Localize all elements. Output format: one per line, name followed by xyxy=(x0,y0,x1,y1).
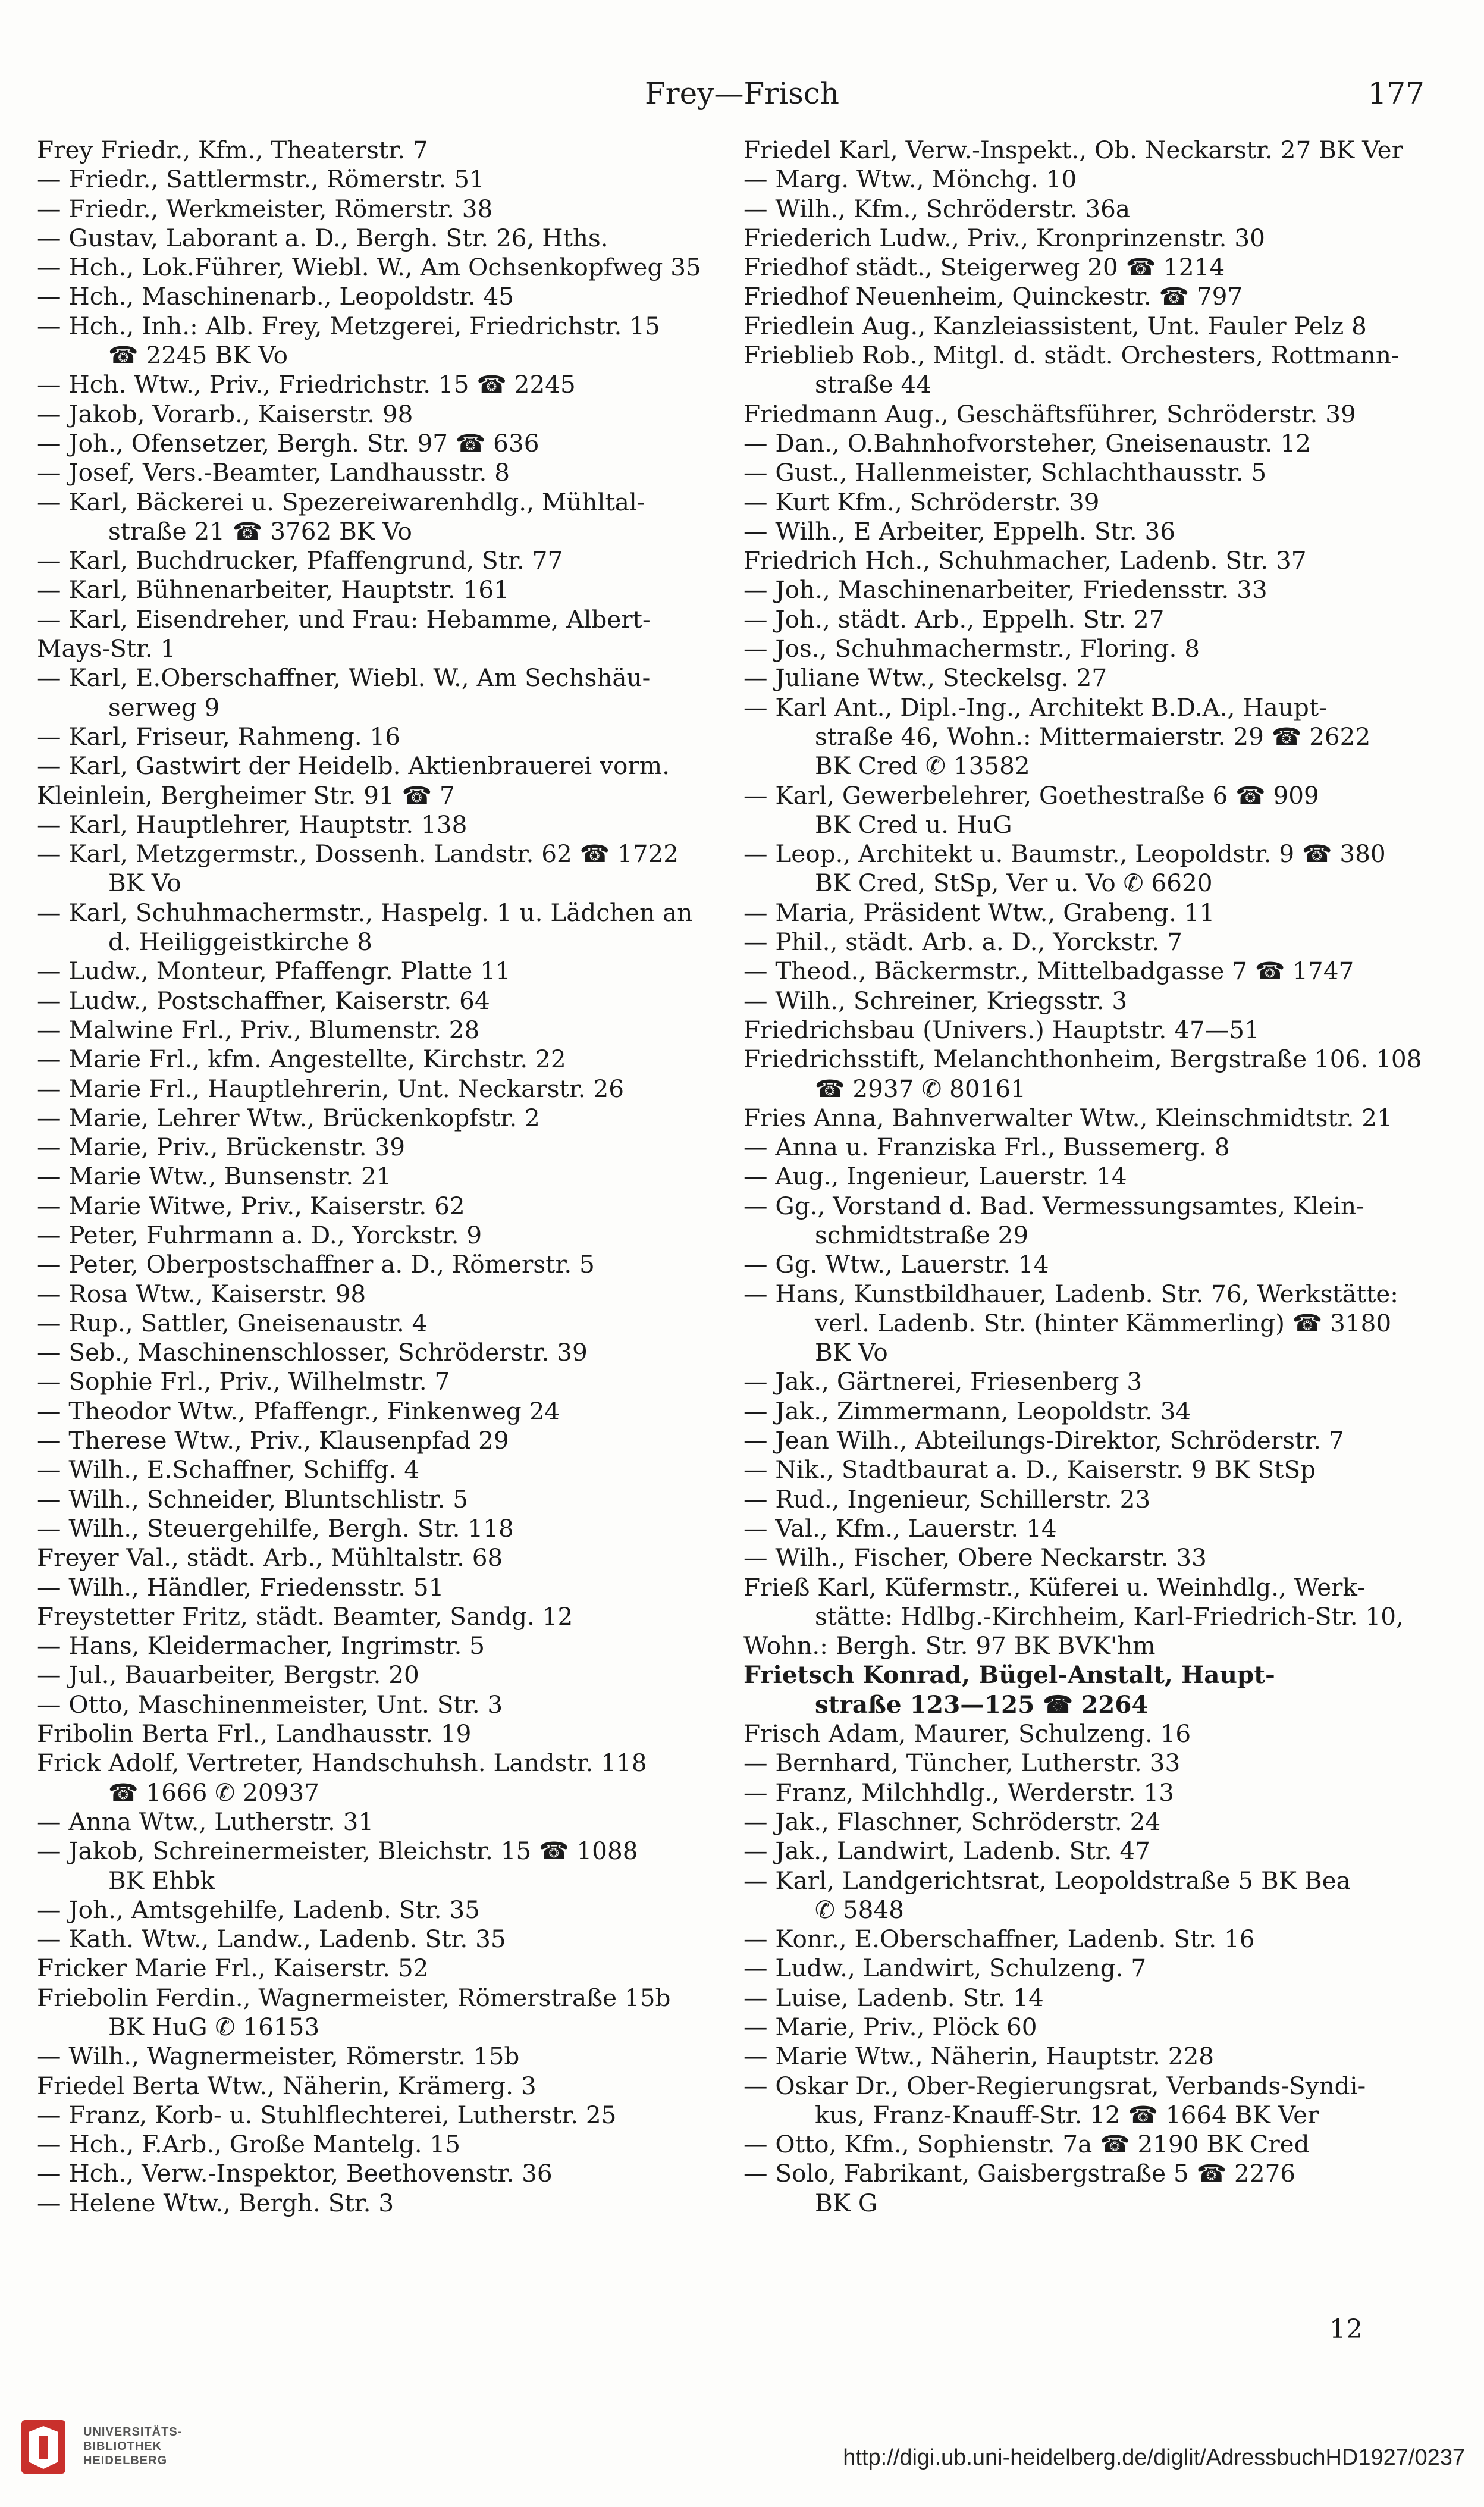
directory-entry-line: Friedhof städt., Steigerweg 20 ☎ 1214 xyxy=(743,253,1225,282)
directory-entry-line: schmidtstraße 29 xyxy=(815,1220,1029,1249)
directory-entry-line: BK Cred u. HuG xyxy=(815,810,1012,839)
directory-entry-line: — Karl, Friseur, Rahmeng. 16 xyxy=(37,722,401,751)
directory-entry-line: — Wilh., Schneider, Bluntschlistr. 5 xyxy=(37,1484,469,1513)
directory-entry-line: — Joh., städt. Arb., Eppelh. Str. 27 xyxy=(743,604,1165,634)
directory-entry-line: — Karl, Schuhmachermstr., Haspelg. 1 u. Lädchen an xyxy=(37,898,693,927)
directory-entry-line: Kleinlein, Bergheimer Str. 91 ☎ 7 xyxy=(37,781,455,810)
directory-entry-line: — Hch., Lok.Führer, Wiebl. W., Am Ochsenkopfweg 35 xyxy=(37,253,701,282)
directory-entry-line: — Jul., Bauarbeiter, Bergstr. 20 xyxy=(37,1660,419,1690)
directory-entry-line: Friebolin Ferdin., Wagnermeister, Römerstraße 15b xyxy=(37,1983,671,2012)
directory-entry-line: — Karl, Eisendreher, und Frau: Hebamme, Albert- xyxy=(37,604,651,634)
directory-entry-line: — Rup., Sattler, Gneisenaustr. 4 xyxy=(37,1308,428,1337)
directory-entry-line: — Gust., Hallenmeister, Schlachthausstr. 5 xyxy=(743,458,1267,487)
directory-entry-line: ☎ 2937 ✆ 80161 xyxy=(815,1074,1026,1103)
directory-entry-line: — Val., Kfm., Lauerstr. 14 xyxy=(743,1513,1057,1543)
directory-entry-line: Frieblieb Rob., Mitgl. d. städt. Orchesters, Rottmann- xyxy=(743,341,1400,370)
directory-entry-line: d. Heiliggeistkirche 8 xyxy=(108,927,372,957)
directory-entry-line: — Otto, Maschinenmeister, Unt. Str. 3 xyxy=(37,1690,503,1719)
directory-entry-line: BK G xyxy=(815,2188,878,2217)
directory-entry-line: — Hch., Verw.-Inspektor, Beethovenstr. 36 xyxy=(37,2159,553,2188)
directory-entry-line: — Rud., Ingenieur, Schillerstr. 23 xyxy=(743,1484,1151,1513)
directory-entry-line: straße 46, Wohn.: Mittermaierstr. 29 ☎ 2622 xyxy=(815,722,1371,751)
directory-entry-line: — Marie, Priv., Brückenstr. 39 xyxy=(37,1133,406,1162)
directory-entry-line: Friedhof Neuenheim, Quinckestr. ☎ 797 xyxy=(743,282,1243,311)
directory-entry-line: — Karl, Landgerichtsrat, Leopoldstraße 5 BK Bea xyxy=(743,1866,1351,1895)
directory-entry-line: — Juliane Wtw., Steckelsg. 27 xyxy=(743,663,1107,692)
directory-entry-line: — Jak., Zimmermann, Leopoldstr. 34 xyxy=(743,1396,1191,1425)
library-name: UNIVERSITÄTS- BIBLIOTHEK HEIDELBERG xyxy=(83,2425,183,2467)
directory-entry-line: — Karl, Hauptlehrer, Hauptstr. 138 xyxy=(37,810,468,839)
directory-entry-line: straße 123—125 ☎ 2264 xyxy=(815,1690,1149,1719)
directory-entry-line: — Jean Wilh., Abteilungs-Direktor, Schröderstr. 7 xyxy=(743,1426,1344,1455)
directory-entry-line: — Aug., Ingenieur, Lauerstr. 14 xyxy=(743,1162,1127,1191)
directory-entry-line: — Marie, Priv., Plöck 60 xyxy=(743,2013,1037,2041)
directory-entry-line: stätte: Hdlbg.-Kirchheim, Karl-Friedrich-Str. 10, xyxy=(815,1602,1404,1631)
directory-entry-line: — Marie Wtw., Bunsenstr. 21 xyxy=(37,1162,392,1191)
directory-entry-line: — Hch., Maschinenarb., Leopoldstr. 45 xyxy=(37,282,514,311)
directory-entry-line: — Peter, Oberpostschaffner a. D., Römerstr. 5 xyxy=(37,1250,595,1279)
directory-entry-line: — Jak., Landwirt, Ladenb. Str. 47 xyxy=(743,1837,1150,1866)
directory-entry-line: — Wilh., E Arbeiter, Eppelh. Str. 36 xyxy=(743,516,1176,546)
directory-entry-line: — Hch., Inh.: Alb. Frey, Metzgerei, Friedrichstr. 15 xyxy=(37,311,660,340)
directory-entry-line: — Friedr., Sattlermstr., Römerstr. 51 xyxy=(37,165,485,194)
directory-entry-line: serweg 9 xyxy=(108,692,220,722)
directory-entry-line: — Malwine Frl., Priv., Blumenstr. 28 xyxy=(37,1015,480,1044)
directory-entry-line: — Friedr., Werkmeister, Römerstr. 38 xyxy=(37,194,493,223)
directory-entry-line: Freyer Val., städt. Arb., Mühltalstr. 68 xyxy=(37,1543,503,1572)
directory-entry-line: — Hans, Kleidermacher, Ingrimstr. 5 xyxy=(37,1631,485,1660)
directory-entry-line: — Karl Ant., Dipl.-Ing., Architekt B.D.A., Haupt- xyxy=(743,692,1327,722)
directory-entry-line: — Marie Frl., Hauptlehrerin, Unt. Neckarstr. 26 xyxy=(37,1074,625,1103)
directory-entry-line: ✆ 5848 xyxy=(815,1895,904,1924)
directory-entry-line: — Karl, Buchdrucker, Pfaffengrund, Str. 77 xyxy=(37,546,563,575)
directory-entry-line: BK Vo xyxy=(815,1338,888,1367)
directory-entry-line: Frisch Adam, Maurer, Schulzeng. 16 xyxy=(743,1719,1191,1748)
directory-entry-line: — Karl, Metzgermstr., Dossenh. Landstr. 62 ☎ 1722 xyxy=(37,839,679,869)
directory-entry-line: — Joh., Ofensetzer, Bergh. Str. 97 ☎ 636 xyxy=(37,428,539,457)
directory-entry-line: Mays-Str. 1 xyxy=(37,634,176,663)
directory-entry-line: — Karl, Gewerbelehrer, Goethestraße 6 ☎ 909 xyxy=(743,781,1319,810)
directory-entry-line: — Konr., E.Oberschaffner, Ladenb. Str. 16 xyxy=(743,1925,1255,1954)
directory-entry-line: — Dan., O.Bahnhofvorsteher, Gneisenaustr. 12 xyxy=(743,428,1311,457)
directory-entry-line: — Wilh., Steuergehilfe, Bergh. Str. 118 xyxy=(37,1513,514,1543)
signature-number: 12 xyxy=(1329,2314,1363,2345)
directory-entry-line: — Joh., Amtsgehilfe, Ladenb. Str. 35 xyxy=(37,1895,480,1924)
directory-entry-line: — Joh., Maschinenarbeiter, Friedensstr. 33 xyxy=(743,575,1267,604)
directory-entry-line: — Jak., Flaschner, Schröderstr. 24 xyxy=(743,1807,1161,1836)
directory-entry-line: — Franz, Korb- u. Stuhlflechterei, Lutherstr. 25 xyxy=(37,2100,617,2129)
directory-entry-line: BK HuG ✆ 16153 xyxy=(108,2013,320,2041)
directory-entry-line: — Gg., Vorstand d. Bad. Vermessungsamtes, Klein- xyxy=(743,1191,1364,1220)
directory-entry-line: Friedel Berta Wtw., Näherin, Krämerg. 3 xyxy=(37,2071,537,2100)
directory-entry-line: — Hch., F.Arb., Große Mantelg. 15 xyxy=(37,2130,460,2159)
directory-entry-line: — Jakob, Vorarb., Kaiserstr. 98 xyxy=(37,399,413,428)
directory-entry-line: — Solo, Fabrikant, Gaisbergstraße 5 ☎ 2276 xyxy=(743,2159,1296,2188)
directory-entry-line: BK Cred, StSp, Ver u. Vo ✆ 6620 xyxy=(815,869,1213,898)
directory-entry-line: — Gg. Wtw., Lauerstr. 14 xyxy=(743,1250,1049,1279)
running-title: Frey—Frisch xyxy=(645,76,839,111)
directory-entry-line: Fries Anna, Bahnverwalter Wtw., Kleinschmidtstr. 21 xyxy=(743,1103,1392,1132)
directory-entry-line: — Marie Wtw., Näherin, Hauptstr. 228 xyxy=(743,2042,1215,2071)
directory-entry-line: Friedrichsbau (Univers.) Hauptstr. 47—51 xyxy=(743,1015,1260,1044)
footer xyxy=(0,2386,1484,2507)
directory-entry-line: — Phil., städt. Arb. a. D., Yorckstr. 7 xyxy=(743,927,1182,957)
directory-entry-line: — Otto, Kfm., Sophienstr. 7a ☎ 2190 BK Cred xyxy=(743,2130,1310,2159)
directory-entry-line: — Jak., Gärtnerei, Friesenberg 3 xyxy=(743,1367,1143,1396)
directory-entry-line: Frieß Karl, Küfermstr., Küferei u. Weinhdlg., Werk- xyxy=(743,1572,1365,1602)
directory-entry-line: — Therese Wtw., Priv., Klausenpfad 29 xyxy=(37,1426,509,1455)
directory-entry-line: — Wilh., E.Schaffner, Schiffg. 4 xyxy=(37,1455,420,1484)
left-column xyxy=(37,136,733,2218)
directory-entry-line: — Ludw., Landwirt, Schulzeng. 7 xyxy=(743,1954,1147,1983)
directory-entry-line: — Kurt Kfm., Schröderstr. 39 xyxy=(743,487,1100,516)
directory-entry-line: — Oskar Dr., Ober-Regierungsrat, Verbands-Syndi- xyxy=(743,2071,1366,2100)
directory-entry-line: straße 44 xyxy=(815,370,931,399)
directory-entry-line: — Anna Wtw., Lutherstr. 31 xyxy=(37,1807,374,1836)
directory-entry-line: — Josef, Vers.-Beamter, Landhausstr. 8 xyxy=(37,458,510,487)
directory-entry-line: Frick Adolf, Vertreter, Handschuhsh. Landstr. 118 xyxy=(37,1748,647,1778)
directory-entry-line: Freystetter Fritz, städt. Beamter, Sandg. 12 xyxy=(37,1602,573,1631)
directory-entry-line: — Marie Witwe, Priv., Kaiserstr. 62 xyxy=(37,1191,465,1220)
directory-entry-line: — Nik., Stadtbaurat a. D., Kaiserstr. 9 BK StSp xyxy=(743,1455,1316,1484)
directory-entry-line: Fribolin Berta Frl., Landhausstr. 19 xyxy=(37,1719,472,1748)
directory-entry-line: — Helene Wtw., Bergh. Str. 3 xyxy=(37,2188,394,2217)
directory-entry-line: kus, Franz-Knauff-Str. 12 ☎ 1664 BK Ver xyxy=(815,2100,1319,2129)
directory-entry-line: — Anna u. Franziska Frl., Bussemerg. 8 xyxy=(743,1133,1230,1162)
directory-entry-line: — Theod., Bäckermstr., Mittelbadgasse 7 ☎ 1747 xyxy=(743,957,1354,986)
page-number: 177 xyxy=(1367,76,1425,111)
directory-entry-line: — Wilh., Kfm., Schröderstr. 36a xyxy=(743,194,1131,223)
directory-entry-line: — Hch. Wtw., Priv., Friedrichstr. 15 ☎ 2245 xyxy=(37,370,576,399)
directory-entry-line: — Franz, Milchhdlg., Werderstr. 13 xyxy=(743,1778,1174,1807)
directory-entry-line: BK Cred ✆ 13582 xyxy=(815,751,1030,781)
directory-entry-line: — Jakob, Schreinermeister, Bleichstr. 15 ☎ 1088 xyxy=(37,1837,638,1866)
directory-entry-line: Friedrichsstift, Melanchthonheim, Bergstraße 106. 108 xyxy=(743,1045,1422,1074)
right-column xyxy=(743,136,1439,2218)
directory-entry-line: — Jos., Schuhmachermstr., Floring. 8 xyxy=(743,634,1200,663)
directory-entry-line: — Gustav, Laborant a. D., Bergh. Str. 26, Hths. xyxy=(37,223,608,252)
directory-entry-line: Frietsch Konrad, Bügel-Anstalt, Haupt- xyxy=(743,1660,1275,1690)
directory-entry-line: — Kath. Wtw., Landw., Ladenb. Str. 35 xyxy=(37,1925,506,1954)
source-url-link[interactable]: http://digi.ub.uni-heidelberg.de/diglit/AdressbuchHD1927/0237 xyxy=(843,2445,1465,2470)
directory-entry-line: — Seb., Maschinenschlosser, Schröderstr. 39 xyxy=(37,1338,588,1367)
directory-entry-line: — Peter, Fuhrmann a. D., Yorckstr. 9 xyxy=(37,1220,482,1249)
directory-entry-line: BK Ehbk xyxy=(108,1866,215,1895)
directory-entry-line: — Theodor Wtw., Pfaffengr., Finkenweg 24 xyxy=(37,1396,560,1425)
directory-entry-line: verl. Ladenb. Str. (hinter Kämmerling) ☎ 3180 xyxy=(815,1308,1392,1337)
directory-entry-line: — Marie Frl., kfm. Angestellte, Kirchstr. 22 xyxy=(37,1045,566,1074)
directory-entry-line: — Karl, Bäckerei u. Spezereiwarenhdlg., Mühltal- xyxy=(37,487,645,516)
directory-entry-line: Friedel Karl, Verw.-Inspekt., Ob. Neckarstr. 27 BK Ver xyxy=(743,136,1403,164)
directory-entry-line: — Wilh., Händler, Friedensstr. 51 xyxy=(37,1572,444,1602)
directory-entry-line: ☎ 2245 BK Vo xyxy=(108,341,288,370)
page-header xyxy=(0,76,1484,124)
directory-entry-line: — Rosa Wtw., Kaiserstr. 98 xyxy=(37,1279,366,1308)
directory-entry-line: Friedrich Hch., Schuhmacher, Ladenb. Str. 37 xyxy=(743,546,1307,575)
directory-entry-line: — Leop., Architekt u. Baumstr., Leopoldstr. 9 ☎ 380 xyxy=(743,839,1386,869)
directory-entry-line: — Wilh., Fischer, Obere Neckarstr. 33 xyxy=(743,1543,1207,1572)
directory-entry-line: Friedmann Aug., Geschäftsführer, Schröderstr. 39 xyxy=(743,399,1356,428)
directory-entry-line: — Ludw., Postschaffner, Kaiserstr. 64 xyxy=(37,986,490,1015)
directory-entry-line: BK Vo xyxy=(108,869,181,898)
directory-entry-line: Friedlein Aug., Kanzleiassistent, Unt. Fauler Pelz 8 xyxy=(743,311,1367,340)
library-logo-icon xyxy=(17,2414,70,2480)
directory-entry-line: — Luise, Ladenb. Str. 14 xyxy=(743,1983,1044,2012)
directory-entry-line: — Hans, Kunstbildhauer, Ladenb. Str. 76, Werkstätte: xyxy=(743,1279,1398,1308)
directory-entry-line: ☎ 1666 ✆ 20937 xyxy=(108,1778,319,1807)
directory-entry-line: — Karl, Bühnenarbeiter, Hauptstr. 161 xyxy=(37,575,509,604)
directory-entry-line: Fricker Marie Frl., Kaiserstr. 52 xyxy=(37,1954,429,1983)
directory-entry-line: Frey Friedr., Kfm., Theaterstr. 7 xyxy=(37,136,428,164)
directory-entry-line: — Marg. Wtw., Mönchg. 10 xyxy=(743,165,1077,194)
directory-entry-line: — Sophie Frl., Priv., Wilhelmstr. 7 xyxy=(37,1367,450,1396)
directory-entry-line: — Ludw., Monteur, Pfaffengr. Platte 11 xyxy=(37,957,511,986)
directory-entry-line: Wohn.: Bergh. Str. 97 BK BVK'hm xyxy=(743,1631,1156,1660)
directory-entry-line: — Marie, Lehrer Wtw., Brückenkopfstr. 2 xyxy=(37,1103,540,1132)
directory-entry-line: straße 21 ☎ 3762 BK Vo xyxy=(108,516,412,546)
directory-entry-line: Friederich Ludw., Priv., Kronprinzenstr. 30 xyxy=(743,223,1265,252)
directory-entry-line: — Karl, E.Oberschaffner, Wiebl. W., Am Sechshäu- xyxy=(37,663,651,692)
directory-entry-line: — Bernhard, Tüncher, Lutherstr. 33 xyxy=(743,1748,1181,1778)
directory-entry-line: — Wilh., Schreiner, Kriegsstr. 3 xyxy=(743,986,1128,1015)
directory-entry-line: — Maria, Präsident Wtw., Grabeng. 11 xyxy=(743,898,1215,927)
directory-entry-line: — Karl, Gastwirt der Heidelb. Aktienbrauerei vorm. xyxy=(37,751,670,781)
directory-entry-line: — Wilh., Wagnermeister, Römerstr. 15b xyxy=(37,2042,520,2071)
